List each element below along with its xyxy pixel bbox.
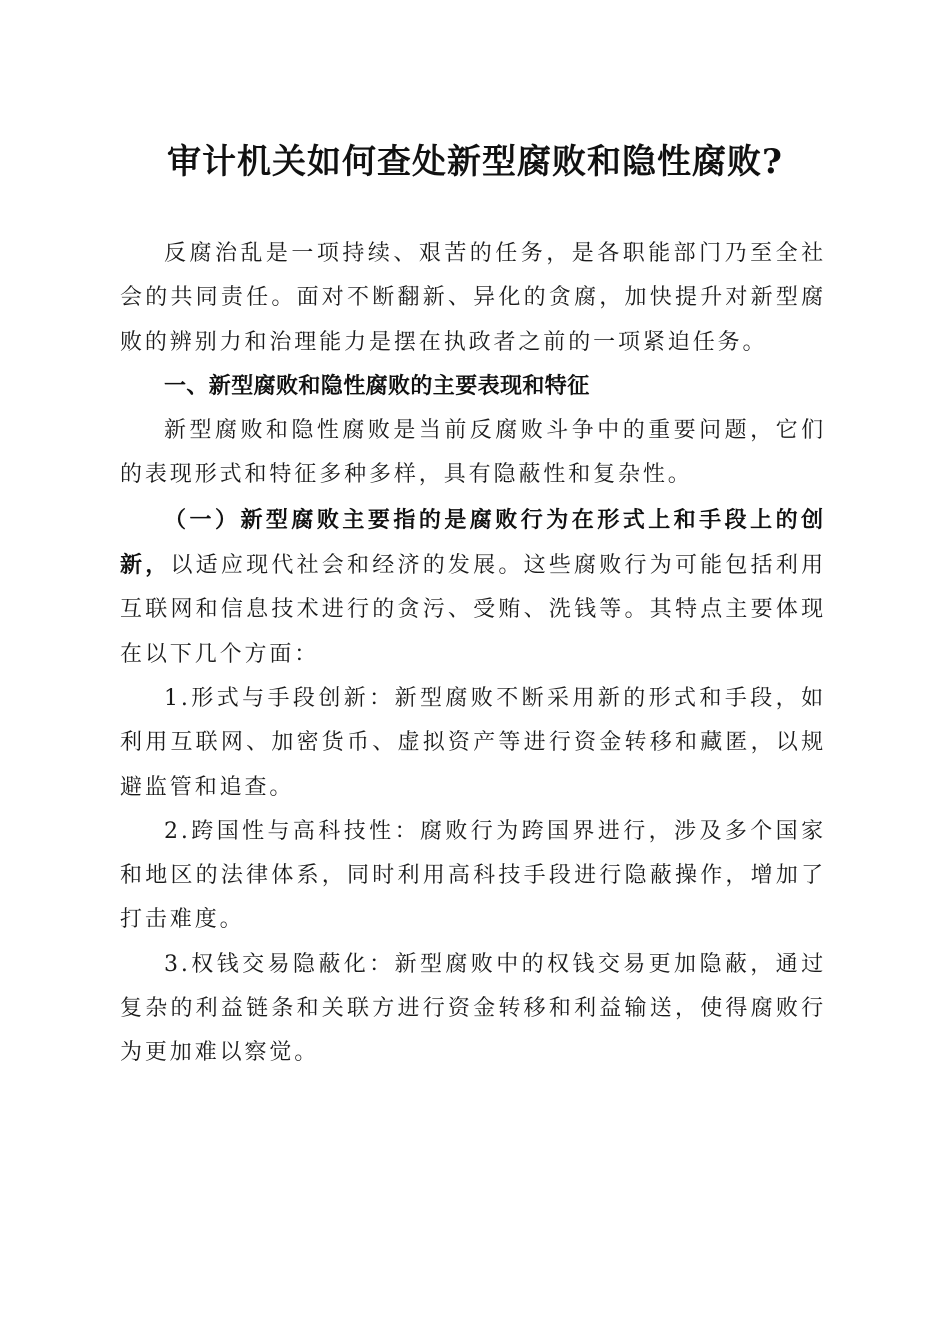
document-title: 审计机关如何查处新型腐败和隐性腐败? xyxy=(167,142,783,182)
list-item-1: 1.形式与手段创新：新型腐败不断采用新的形式和手段，如利用互联网、加密货币、虚拟资产等进行资金转移和藏匿，以规避监管和追查。 xyxy=(120,685,826,800)
subsection-1-lead: （一）新型腐败主要指的是腐败行为在形式上和手段上的创新， xyxy=(120,506,826,579)
overview-paragraph: 新型腐败和隐性腐败是当前反腐败斗争中的重要问题，它们的表现形式和特征多种多样，具有隐蔽性和复杂性。 xyxy=(120,418,826,488)
list-item-3: 3.权钱交易隐蔽化：新型腐败中的权钱交易更加隐蔽，通过复杂的利益链条和关联方进行资金转移和利益输送，使得腐败行为更加难以察觉。 xyxy=(120,951,826,1066)
document-body xyxy=(120,232,826,1076)
subsection-1-rest: 以适应现代社会和经济的发展。这些腐败行为可能包括利用互联网和信息技术进行的贪污、受贿、洗钱等。其特点主要体现在以下几个方面： xyxy=(120,553,826,667)
list-item-2: 2.跨国性与高科技性：腐败行为跨国界进行，涉及多个国家和地区的法律体系，同时利用高科技手段进行隐蔽操作，增加了打击难度。 xyxy=(120,818,826,933)
subsection-1-paragraph xyxy=(120,498,826,677)
section-heading-1: 一、新型腐败和隐性腐败的主要表现和特征 xyxy=(164,373,590,399)
intro-paragraph: 反腐治乱是一项持续、艰苦的任务，是各职能部门乃至全社会的共同责任。面对不断翻新、异化的贪腐，加快提升对新型腐败的辨别力和治理能力是摆在执政者之前的一项紧迫任务。 xyxy=(120,241,826,355)
